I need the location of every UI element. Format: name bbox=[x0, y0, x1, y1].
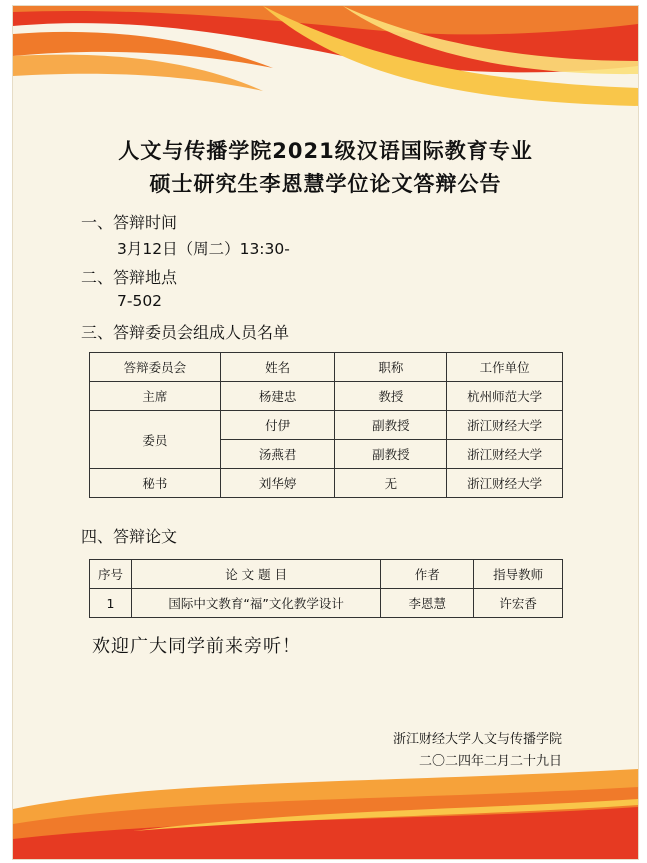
defense-place-value: 7-502 bbox=[117, 292, 163, 310]
topic-cell: 国际中文教育“福”文化教学设计 bbox=[131, 589, 380, 618]
section-defense-time: 一、答辩时间 bbox=[81, 213, 178, 232]
defense-time-value: 3月12日（周二）13:30- bbox=[117, 240, 290, 258]
unit-cell: 杭州师范大学 bbox=[447, 382, 563, 411]
name-cell: 汤燕君 bbox=[220, 440, 335, 469]
author-cell: 李恩慧 bbox=[381, 589, 474, 618]
table-row bbox=[90, 589, 563, 618]
unit-cell: 浙江财经大学 bbox=[447, 411, 563, 440]
title-line-2: 硕士研究生李恩慧学位论文答辩公告 bbox=[149, 172, 502, 196]
table-row bbox=[90, 469, 563, 498]
role-cell: 委员 bbox=[90, 411, 221, 469]
signature-organization: 浙江财经大学人文与传播学院 bbox=[392, 732, 562, 747]
bottom-wave-decoration bbox=[13, 769, 638, 859]
title-line-1: 人文与传播学院2021级汉语国际教育专业 bbox=[118, 139, 533, 163]
title-cell: 教授 bbox=[335, 382, 447, 411]
header-cell: 工作单位 bbox=[447, 353, 563, 382]
section-committee: 三、答辩委员会组成人员名单 bbox=[81, 323, 290, 342]
table-row bbox=[90, 382, 563, 411]
unit-cell: 浙江财经大学 bbox=[447, 440, 563, 469]
section-thesis: 四、答辩论文 bbox=[81, 527, 178, 546]
header-cell: 职称 bbox=[335, 353, 447, 382]
number-cell: 1 bbox=[90, 589, 132, 618]
name-cell: 付伊 bbox=[220, 411, 335, 440]
name-cell: 杨建忠 bbox=[220, 382, 335, 411]
title-cell: 副教授 bbox=[335, 440, 447, 469]
header-cell: 论 文 题 目 bbox=[131, 560, 380, 589]
top-wave-decoration bbox=[13, 6, 638, 121]
table-header-row bbox=[90, 353, 563, 382]
unit-cell: 浙江财经大学 bbox=[447, 469, 563, 498]
header-cell: 答辩委员会 bbox=[90, 353, 221, 382]
header-cell: 序号 bbox=[90, 560, 132, 589]
announcement-poster bbox=[12, 5, 639, 860]
welcome-text: 欢迎广大同学前来旁听！ bbox=[92, 636, 301, 657]
header-cell: 姓名 bbox=[220, 353, 335, 382]
committee-table bbox=[89, 352, 563, 498]
section-defense-place: 二、答辩地点 bbox=[81, 268, 178, 287]
thesis-table bbox=[89, 559, 563, 618]
title-cell: 副教授 bbox=[335, 411, 447, 440]
table-header-row bbox=[90, 560, 563, 589]
title-cell: 无 bbox=[335, 469, 447, 498]
name-cell: 刘华婷 bbox=[220, 469, 335, 498]
header-cell: 作者 bbox=[381, 560, 474, 589]
signature-date: 二〇二四年二月二十九日 bbox=[418, 754, 562, 769]
advisor-cell: 许宏香 bbox=[474, 589, 563, 618]
table-row bbox=[90, 411, 563, 440]
role-cell: 秘书 bbox=[90, 469, 221, 498]
role-cell: 主席 bbox=[90, 382, 221, 411]
header-cell: 指导教师 bbox=[474, 560, 563, 589]
